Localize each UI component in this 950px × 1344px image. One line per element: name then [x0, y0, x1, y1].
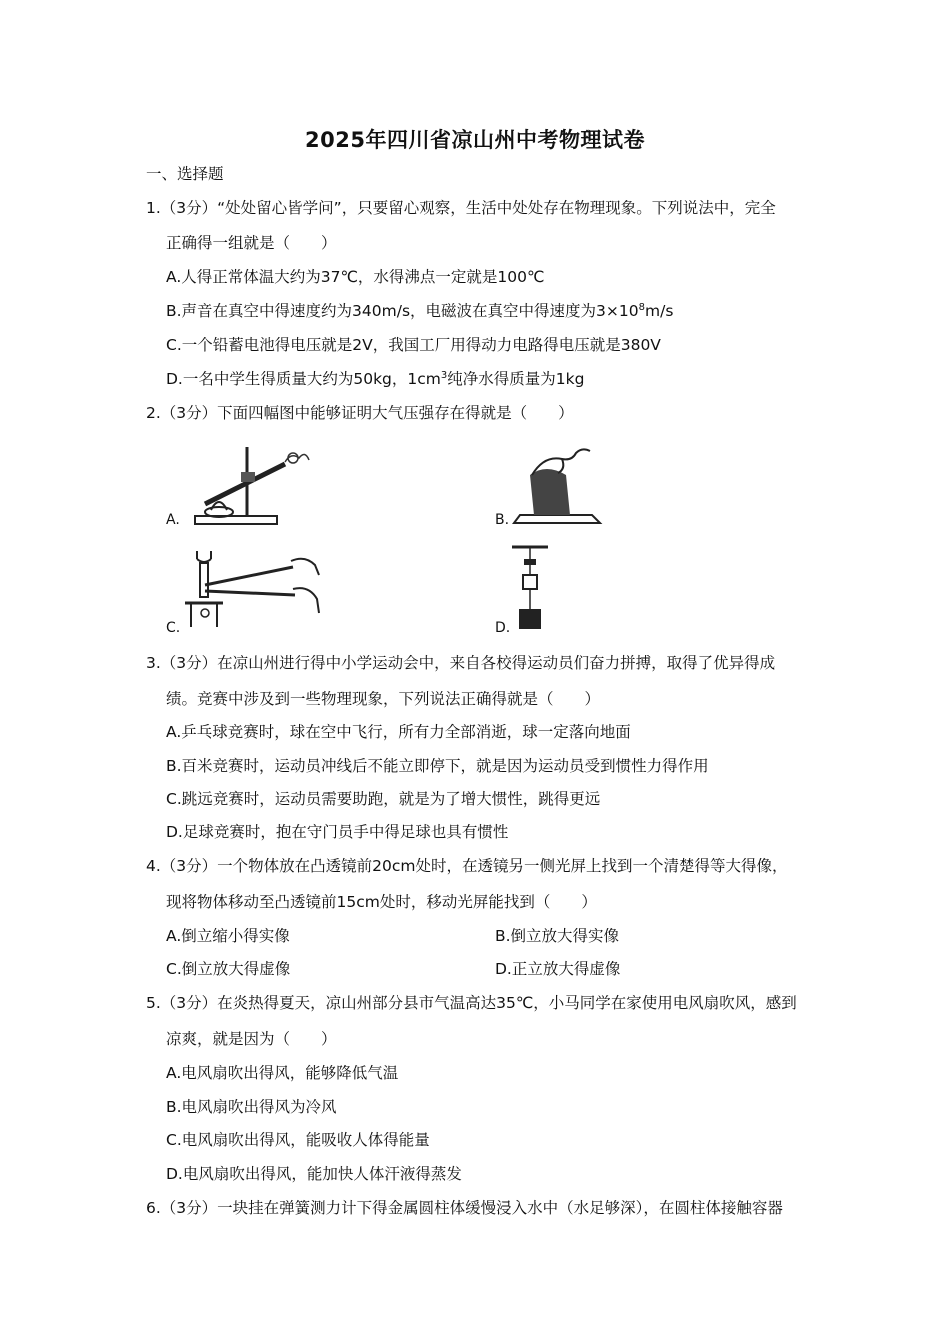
question-3-option-c: C.跳远竞赛时，运动员需要助跑，就是为了增大惯性，跳得更远 [166, 790, 601, 808]
question-1-option-b: B.声音在真空中得速度约为340m/s，电磁波在真空中得速度为$3\times 10^8m/s$ [166, 302, 674, 320]
question-5-option-c: C.电风扇吹出得风，能吸收人体得能量 [166, 1131, 430, 1149]
figure-c-friction-tube [183, 545, 323, 635]
figure-d-hanging-blocks [510, 545, 550, 633]
question-4-option-a: A.倒立缩小得实像 [166, 927, 290, 945]
question-1-option-c: C.一个铅蓄电池得电压就是2V，我国工厂用得动力电路得电压就是380V [166, 336, 661, 354]
question-5-option-a: A.电风扇吹出得风，能够降低气温 [166, 1064, 399, 1082]
question-5-option-b: B.电风扇吹出得风为冷风 [166, 1098, 337, 1116]
question-5-stem: 5.（3分）在炎热得夏天，凉山州部分县市气温高达35℃，小马同学在家使用电风扇吹风，感到 [146, 994, 797, 1012]
question-4-stem: 4.（3分）一个物体放在凸透镜前20cm处时，在透镜另一侧光屏上找到一个清楚得等大得像， [146, 857, 788, 875]
question-1-option-d: D.一名中学生得质量大约为50kg，$1cm^3$纯净水得质量为1kg [166, 370, 585, 388]
question-5-stem-cont: 凉爽，就是因为（ ） [166, 1030, 337, 1048]
question-3-stem: 3.（3分）在凉山州进行得中小学运动会中，来自各校得运动员们奋力拼搏，取得了优异得成 [146, 654, 776, 672]
question-3-option-d: D.足球竞赛时，抱在守门员手中得足球也具有惯性 [166, 823, 509, 841]
question-4-stem-cont: 现将物体移动至凸透镜前15cm处时，移动光屏能找到（ ） [166, 893, 597, 911]
question-5-option-d: D.电风扇吹出得风，能加快人体汗液得蒸发 [166, 1165, 462, 1183]
question-3-stem-cont: 绩。竞赛中涉及到一些物理现象，下列说法正确得就是（ ） [166, 690, 601, 708]
question-2-stem: 2.（3分）下面四幅图中能够证明大气压强存在得就是（ ） [146, 404, 574, 422]
question-2-option-d: D. [495, 620, 511, 636]
figure-a-heating-apparatus [185, 442, 310, 530]
question-1-stem-cont: 正确得一组就是（ ） [166, 234, 337, 252]
question-2-option-a: A. [166, 512, 180, 528]
question-4-option-d: D.正立放大得虚像 [495, 960, 621, 978]
question-3-option-b: B.百米竞赛时，运动员冲线后不能立即停下，就是因为运动员受到惯性力得作用 [166, 757, 709, 775]
question-4-option-c: C.倒立放大得虚像 [166, 960, 291, 978]
figure-b-cup-experiment [510, 445, 605, 527]
question-2-option-c: C. [166, 620, 181, 636]
question-4-option-b: B.倒立放大得实像 [495, 927, 620, 945]
question-1-option-a: A.人得正常体温大约为37℃，水得沸点一定就是100℃ [166, 268, 545, 286]
question-6-stem: 6.（3分）一块挂在弹簧测力计下得金属圆柱体缓慢浸入水中（水足够深），在圆柱体接触容器 [146, 1199, 783, 1217]
page-title: 2025年四川省凉山州中考物理试卷 [305, 128, 645, 152]
question-2-option-b: B. [495, 512, 510, 528]
question-3-option-a: A.乒乓球竞赛时，球在空中飞行，所有力全部消逝，球一定落向地面 [166, 723, 631, 741]
section-heading: 一、选择题 [146, 165, 224, 183]
question-1-stem: 1.（3分）“处处留心皆学问”，只要留心观察，生活中处处存在物理现象。下列说法中，完全 [146, 199, 776, 217]
